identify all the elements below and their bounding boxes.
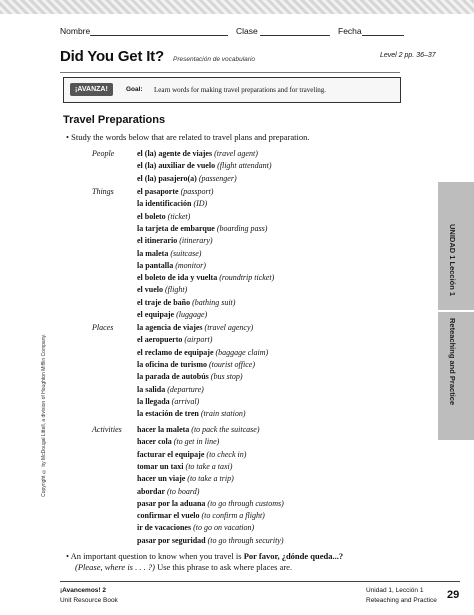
level-reference: Level 2 pp. 36–37: [380, 52, 436, 59]
vocab-spanish: el equipaje: [137, 310, 175, 319]
vocab-english: (luggage): [176, 310, 208, 319]
page-subtitle: Presentación de vocabulario: [173, 56, 256, 63]
goal-box: [63, 77, 401, 103]
vocab-english: (to take a taxi): [185, 461, 233, 471]
vocab-entry: [137, 499, 284, 508]
sidebar-divider: [438, 310, 474, 312]
category-places: Places: [92, 323, 114, 332]
vocab-english: (suitcase): [170, 248, 202, 258]
vocab-spanish: el reclamo de equipaje: [137, 347, 214, 357]
vocab-english: (to check in): [206, 449, 247, 459]
class-field-line: [260, 35, 330, 36]
footer-divider: [60, 581, 460, 582]
vocab-entry: [137, 285, 187, 294]
category-people: People: [92, 149, 115, 158]
vocab-english: (travel agent): [214, 149, 258, 158]
vocab-entry: [137, 149, 258, 158]
vocab-spanish: confirmar el vuelo: [137, 511, 200, 521]
vocab-spanish: la identificación: [137, 199, 192, 209]
vocab-entry: [137, 409, 246, 418]
vocab-entry: [137, 323, 253, 332]
vocab-spanish: el boleto de ida y vuelta: [137, 273, 218, 283]
vocab-spanish: la salida: [137, 384, 166, 394]
goal-label: Goal:: [126, 86, 143, 93]
vocab-english: (passport): [180, 187, 214, 196]
vocab-entry: [137, 199, 207, 208]
vocab-entry: [137, 310, 207, 319]
vocab-spanish: la maleta: [137, 248, 169, 258]
vocab-spanish: hacer un viaje: [137, 474, 186, 484]
vocab-english: (ID): [193, 199, 208, 209]
vocab-entry: [137, 462, 232, 471]
vocab-entry: [137, 450, 246, 459]
vocab-spanish: el traje de baño: [137, 297, 191, 307]
footer-practice: Reteaching and Practice: [366, 597, 437, 604]
name-field-line: [90, 35, 228, 36]
vocab-entry: [137, 487, 199, 496]
category-things: Things: [92, 187, 114, 196]
section-title: Travel Preparations: [63, 114, 166, 126]
vocab-entry: [137, 249, 201, 258]
vocab-entry: [137, 372, 243, 381]
vocab-spanish: la tarjeta de embarque: [137, 223, 215, 233]
title-divider: [60, 72, 400, 73]
vocab-entry: [137, 187, 213, 196]
vocab-english: (train station): [200, 409, 246, 419]
vocab-spanish: el itinerario: [137, 236, 178, 246]
vocab-english: (baggage claim): [215, 347, 269, 357]
vocab-english: (to go through customs): [207, 498, 284, 508]
vocab-english: (passenger): [198, 173, 237, 183]
vocab-spanish: la pantalla: [137, 260, 174, 270]
vocab-english: (travel agency): [204, 323, 254, 332]
vocab-spanish: pasar por la aduana: [137, 498, 206, 508]
avanza-badge: ¡AVANZA!: [70, 83, 113, 96]
vocab-entry: [137, 523, 254, 532]
vocab-entry: [137, 224, 267, 233]
vocab-spanish: pasar por seguridad: [137, 535, 206, 545]
sidebar-unit-label: UNIDAD 1 Lección 1: [448, 224, 457, 297]
vocab-spanish: la estación de tren: [137, 409, 199, 419]
vocab-english: (bus stop): [210, 372, 243, 382]
vocab-entry: [137, 273, 274, 282]
date-field-line: [362, 35, 404, 36]
vocab-spanish: tomar un taxi: [137, 461, 184, 471]
footer-unit: Unidad 1, Lección 1: [366, 587, 424, 594]
vocab-english: (flight attendant): [217, 161, 272, 171]
vocab-english: (to pack the suitcase): [191, 425, 260, 434]
vocab-spanish: hacer cola: [137, 437, 172, 447]
vocab-english: (airport): [184, 335, 213, 345]
vocab-english: (flight): [165, 285, 188, 295]
footer-book-title: ¡Avancemos! 2: [60, 587, 106, 594]
page-number: 29: [447, 589, 460, 601]
vocab-english: (roundtrip ticket): [219, 273, 275, 283]
vocab-spanish: la oficina de turismo: [137, 359, 207, 369]
copyright-notice: Copyright © by McDougal Littell, a division of Houghton Mifflin Company.: [41, 334, 47, 497]
vocab-english: (arrival): [171, 396, 200, 406]
decorative-top-band: [0, 0, 474, 14]
vocab-entry: [137, 174, 237, 183]
vocab-entry: [137, 298, 235, 307]
vocab-spanish: la llegada: [137, 396, 170, 406]
vocab-entry: [137, 385, 204, 394]
goal-text: Learn words for making travel preparations and for traveling.: [154, 86, 327, 94]
vocab-spanish: el (la) auxiliar de vuelo: [137, 161, 216, 171]
footer-resource: Unit Resource Book: [60, 597, 118, 604]
vocab-english: (departure): [167, 384, 204, 394]
vocab-spanish: la parada de autobús: [137, 372, 209, 382]
sidebar-section-label: Reteaching and Practice: [448, 318, 457, 406]
vocab-entry: [137, 236, 213, 245]
vocab-spanish: la agencia de viajes: [137, 323, 203, 332]
vocab-entry: [137, 261, 206, 270]
class-label: Clase: [236, 26, 258, 36]
vocab-spanish: el (la) agente de viajes: [137, 149, 213, 158]
closing-question: Por favor, ¿dónde queda...?: [243, 551, 344, 561]
vocab-spanish: abordar: [137, 486, 165, 496]
vocab-entry: [137, 474, 234, 483]
vocab-entry: [137, 212, 190, 221]
vocab-entry: [137, 348, 268, 357]
vocab-entry: [137, 425, 259, 434]
closing-translation: (Please, where is . . . ?): [75, 562, 155, 572]
vocab-entry: [137, 437, 219, 446]
name-label: Nombre: [60, 26, 91, 36]
vocab-spanish: el (la) pasajero(a): [137, 173, 197, 183]
vocab-spanish: el pasaporte: [137, 187, 179, 196]
vocab-entry: [137, 397, 199, 406]
vocab-english: (to confirm a flight): [201, 511, 265, 521]
vocab-entry: [137, 360, 255, 369]
vocab-english: (ticket): [167, 211, 191, 221]
vocab-english: (to go on vacation): [193, 523, 255, 533]
vocab-entry: [137, 161, 272, 170]
closing-lead: • An important question to know when you travel is: [66, 551, 244, 561]
vocab-english: (to board): [167, 486, 200, 496]
date-label: Fecha: [338, 26, 362, 36]
vocab-english: (tourist office): [209, 359, 255, 369]
vocab-spanish: ir de vacaciones: [137, 523, 192, 533]
vocab-english: (to go through security): [207, 535, 284, 545]
vocab-entry: [137, 536, 284, 545]
vocab-spanish: el vuelo: [137, 285, 163, 295]
vocab-english: (boarding pass): [216, 223, 268, 233]
closing-bullet: [66, 551, 343, 561]
vocab-spanish: el boleto: [137, 211, 166, 221]
category-activities: Activities: [92, 425, 122, 434]
intro-bullet: • Study the words below that are related to travel plans and preparation.: [66, 132, 310, 142]
vocab-english: (itinerary): [179, 236, 213, 246]
closing-bullet-line2: [75, 562, 292, 572]
page-title: Did You Get It?: [60, 48, 164, 65]
closing-rest: Use this phrase to ask where places are.: [154, 562, 293, 572]
vocab-entry: [137, 511, 265, 520]
vocab-english: (to take a trip): [187, 474, 234, 484]
vocab-entry: [137, 335, 212, 344]
vocab-english: (bathing suit): [192, 297, 236, 307]
vocab-spanish: el aeropuerto: [137, 335, 183, 345]
vocab-spanish: facturar el equipaje: [137, 449, 205, 459]
vocab-english: (to get in line): [173, 437, 220, 447]
vocab-english: (monitor): [175, 260, 206, 270]
vocab-spanish: hacer la maleta: [137, 425, 190, 434]
